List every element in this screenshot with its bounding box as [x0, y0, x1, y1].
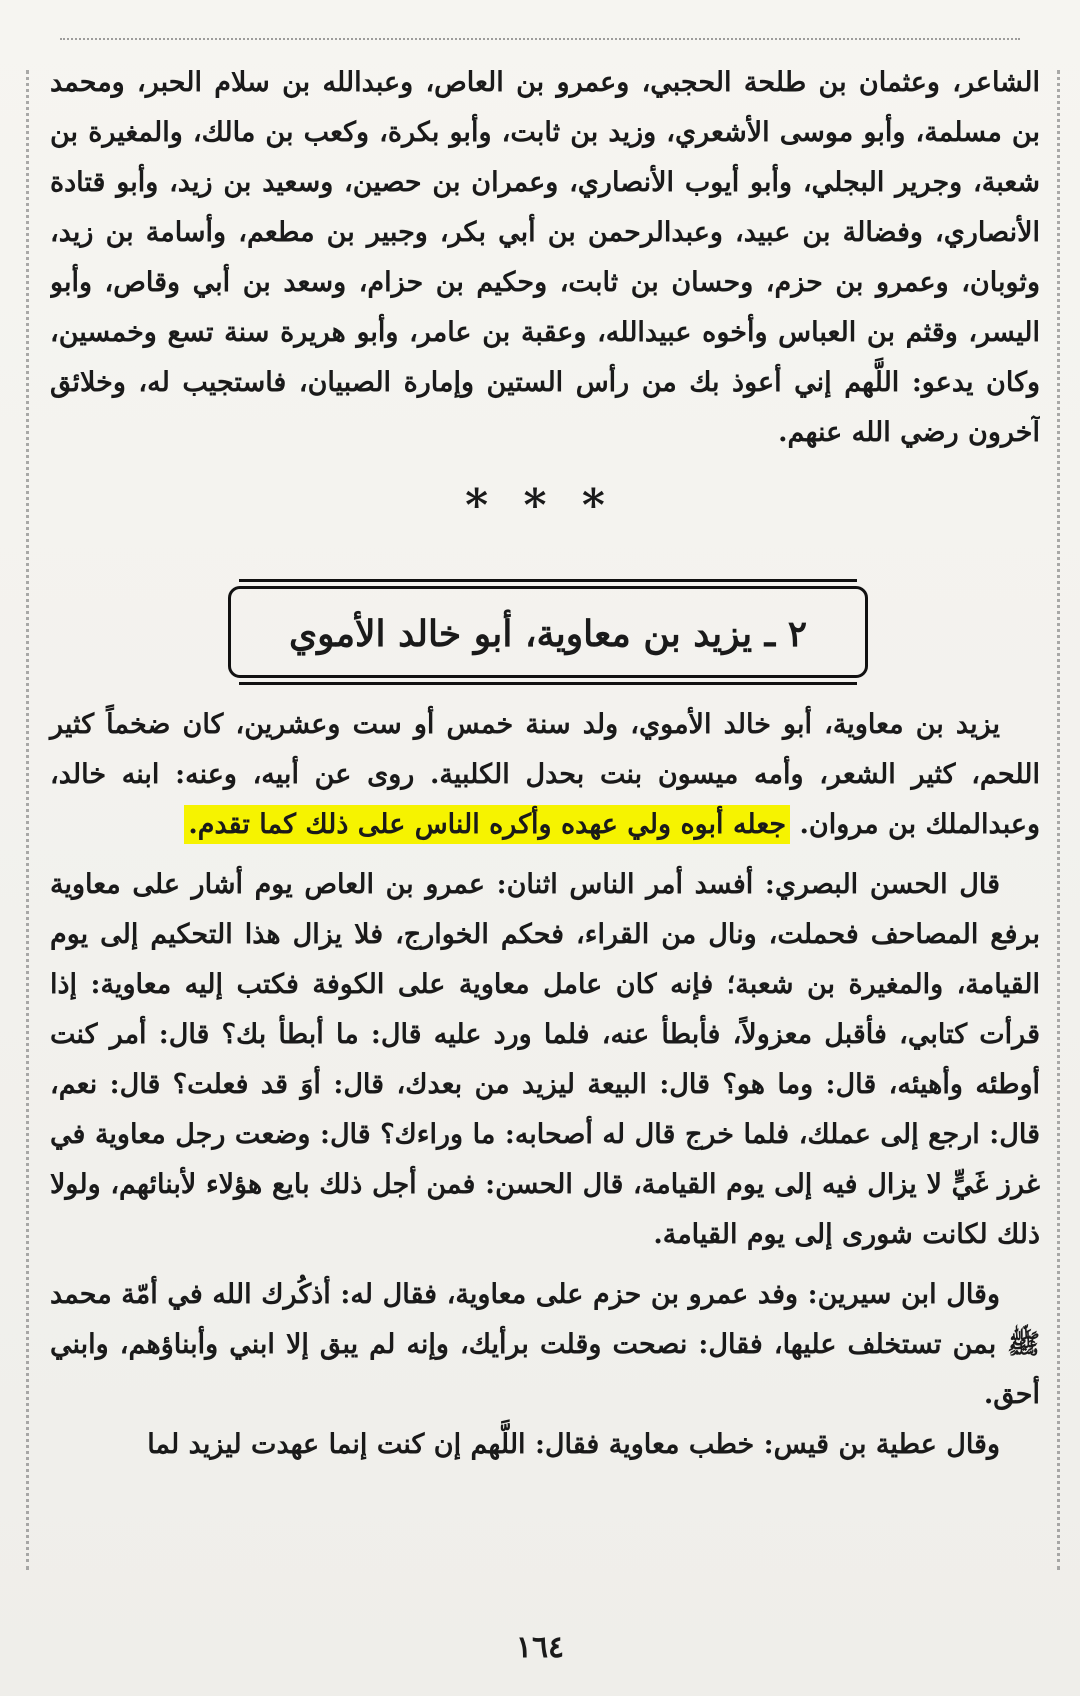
highlighted-text: جعله أبوه ولي عهده وأكره الناس على ذلك كما تقدم.	[184, 805, 790, 844]
scan-artifact-top	[60, 38, 1020, 48]
section-title: ٢ ـ يزيد بن معاوية، أبو خالد الأموي	[288, 613, 808, 655]
paragraph-atiyya: وقال عطية بن قيس: خطب معاوية فقال: اللَّهم إن كنت إنما عهدت ليزيد لما	[147, 1429, 1000, 1460]
paragraph-hasan-basri: قال الحسن البصري: أفسد أمر الناس اثنان: عمرو بن العاص يوم أشار على معاوية برفع المصاحف فحملت، ونال من القراء، فحكم الخوارج، فلا يزال هذا التحكيم إلى يوم القيامة، والمغيرة بن شعبة؛ فإنه كان عامل معاوية على الكوفة فكتب إليه معاوية: إذا قرأت كتابي، فأقبل معزولاً، فأبطأ عنه، فلما ورد عليه قال: ما أبطأ بك؟ قال: أمر كنت أوطئه وأهيئه، قال: وما هو؟ قال: البيعة ليزيد من بعدك، قال: أوَ قد فعلت؟ قال: نعم، قال: ارجع إلى عملك، فلما خرج قال له أصحابه: ما وراءك؟ قال: وضعت رجل معاوية في غرز غَيٍّ لا يزال فيه إلى يوم القيامة، قال الحسن: فمن أجل ذلك بايع هؤلاء لأبنائهم، ولولا ذلك لكانت شورى إلى يوم القيامة.	[50, 869, 1040, 1250]
section-separator: * * *	[465, 480, 615, 531]
scan-edge-right	[1057, 70, 1060, 1570]
companions-list-paragraph	[50, 58, 1040, 468]
scan-edge-left	[26, 70, 29, 1570]
page-number: ١٦٤	[515, 1630, 565, 1665]
paragraph-companions: الشاعر، وعثمان بن طلحة الحجبي، وعمرو بن العاص، وعبدالله بن سلام الحبر، ومحمد بن مسلمة، وأبو موسى الأشعري، وزيد بن ثابت، وأبو بكرة، وكعب بن مالك، والمغيرة بن شعبة، وجرير البجلي، وأبو أيوب الأنصاري، وعمران بن حصين، وسعيد بن زيد، وأبو قتادة الأنصاري، وفضالة بن عبيد، وعبدالرحمن بن أبي بكر، وجبير بن مطعم، وأسامة بن زيد، وثوبان، وعمرو بن حزم، وحسان بن ثابت، وحكيم بن حزام، وسعد بن أبي وقاص، وأبو اليسر، وقثم بن العباس وأخوه عبيدالله، وعقبة بن عامر، وأبو هريرة سنة تسع وخمسين، وكان يدعو: اللَّهم إني أعوذ بك من رأس الستين وإمارة الصبيان، فاستجيب له، وخلائق آخرون رضي الله عنهم.	[50, 67, 1040, 448]
paragraph-bio	[50, 700, 1040, 850]
yazid-section-body	[50, 700, 1040, 1470]
paragraph-ibn-sirin: وقال ابن سيرين: وفد عمرو بن حزم على معاوية، فقال له: أذكُرك الله في أمّة محمد ﷺ بمن تستخلف عليها، فقال: نصحت وقلت برأيك، وإنه لم يبق إلا ابني وأبناؤهم، وابني أحق.	[50, 1279, 1040, 1410]
section-title-frame	[228, 586, 868, 678]
bio-text: يزيد بن معاوية، أبو خالد الأموي، ولد سنة خمس أو ست وعشرين، كان ضخماً كثير اللحم، كثير الشعر، وأمه ميسون بنت بحدل الكلبية. روى عن أبيه، وعنه: ابنه خالد، وعبدالملك بن مروان.	[50, 709, 1040, 840]
